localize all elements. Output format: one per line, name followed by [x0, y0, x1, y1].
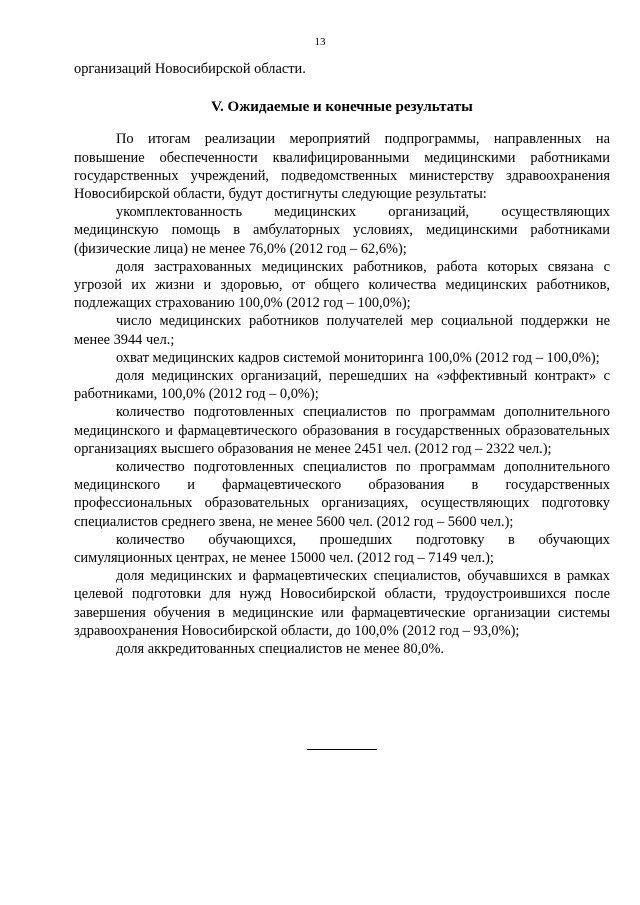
result-item: количество подготовленных специалистов по программам дополнительного медицинского и фармацевтического образования в государственных профессиональных образовательных организациях, осуществляющих подготовку специалистов среднего звена, не менее 5600 чел. (2012 год – 5600 чел.);: [74, 459, 610, 530]
result-item: доля медицинских и фармацевтических специалистов, обучавшихся в рамках целевой подготовки для нужд Новосибирской области, трудоустроившихся после завершения обучения в медицинские или фармацевтические организации системы здравоохранения Новосибирской области, до 100,0% (2012 год – 93,0%);: [74, 568, 610, 639]
section-heading: V. Ожидаемые и конечные результаты: [211, 99, 473, 116]
result-item: укомплектованность медицинских организаций, осуществляющих медицинскую помощь в амбулаторных условиях, медицинскими работниками (физические лица) не менее 76,0% (2012 год – 62,6%);: [74, 204, 610, 257]
continuation-line: организаций Новосибирской области.: [74, 61, 306, 77]
result-item: доля аккредитованных специалистов не менее 80,0%.: [116, 641, 445, 658]
page-number: 13: [314, 36, 326, 48]
document-body: [74, 60, 610, 658]
result-item: доля медицинских организаций, перешедших на «эффективный контракт» с работниками, 100,0% (2012 год – 0,0%);: [74, 368, 610, 403]
result-item: количество подготовленных специалистов по программам дополнительного медицинского и фармацевтического образования в государственных образовательных организациях высшего образования не менее 2451 чел. (2012 год – 2322 чел.);: [74, 404, 610, 457]
result-item: охват медицинских кадров системой мониторинга 100,0% (2012 год – 100,0%);: [116, 349, 600, 366]
result-item: число медицинских работников получателей мер социальной поддержки не менее 3944 чел.;: [74, 313, 610, 348]
closing-rule: [307, 749, 377, 750]
result-item: количество обучающихся, прошедших подготовку в обучающих симуляционных центрах, не менее 15000 чел. (2012 год – 7149 чел.);: [74, 531, 610, 567]
result-item: доля застрахованных медицинских работников, работа которых связана с угрозой их жизни и здоровью, от общего количества медицинских работников, подлежащих страхованию 100,0% (2012 год – 100,0%);: [74, 258, 610, 312]
intro-paragraph: По итогам реализации мероприятий подпрограммы, направленных на повышение обеспеченности квалифицированными медицинскими работниками государственных учреждений, подведомственных министерству здравоохранения Новосибирской области, будут достигнуты следующие результаты:: [74, 131, 610, 203]
